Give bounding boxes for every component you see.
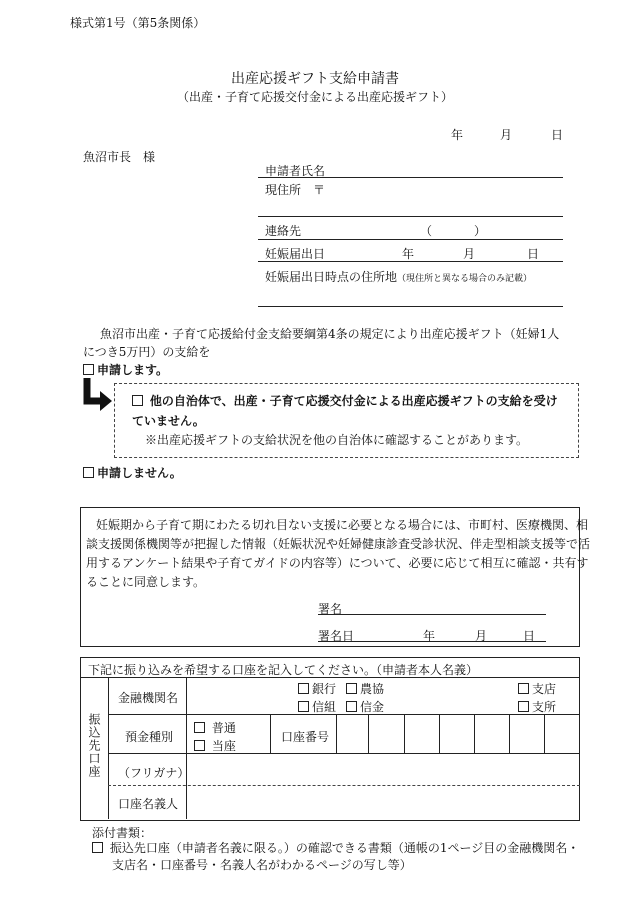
- bank-side-label: 振込先口座: [87, 713, 101, 778]
- contact-field[interactable]: [258, 239, 563, 240]
- deposit-type-label: 預金種別: [125, 730, 174, 744]
- bank-side-divider: [108, 677, 109, 819]
- shinkumi-checkbox[interactable]: [298, 701, 309, 712]
- pregnancy-date-field[interactable]: [258, 261, 563, 262]
- pregnancy-date-label: 妊娠届出日: [265, 247, 326, 261]
- shisho-label: 支所: [532, 700, 557, 714]
- body-text-line1: 魚沼市出産・子育て応援給付金支給要綱第4条の規定により出産応援ギフト（妊婦1人: [100, 327, 560, 341]
- applicant-name-field[interactable]: [258, 177, 563, 178]
- attachment-text1: 振込先口座（申請者名義に限る。）の確認できる書類（通帳の1ページ目の金融機関名・: [109, 841, 580, 855]
- consent-line2: 談支援関係機関等が把握した情報（妊娠状況や妊婦健康診査受診状況、伴走型相談支援等で活: [86, 537, 591, 551]
- bank-row-line2: [108, 753, 580, 754]
- signature-date-field[interactable]: [318, 641, 546, 642]
- contact-paren-close: ）: [474, 224, 487, 238]
- branch-type-shiten[interactable]: [518, 680, 556, 697]
- not-apply-checkbox[interactable]: [83, 467, 94, 478]
- account-cell-divider3: [439, 714, 440, 753]
- futsu-label: 普通: [211, 721, 236, 735]
- deposit-toza[interactable]: [194, 737, 236, 754]
- attachment-line2: 支店名・口座番号・名義人名がわかるページの写し等）: [112, 858, 412, 872]
- signature-year: 年: [423, 629, 436, 643]
- contact-paren-open: （: [420, 224, 433, 238]
- account-cell-divider5: [509, 714, 510, 753]
- branch-type-shisho[interactable]: [518, 698, 556, 715]
- bank-header: 下記に振り込みを希望する口座を記入してください。（申請者本人名義）: [88, 663, 479, 677]
- deposit-divider: [270, 714, 271, 753]
- consent-line1: 妊娠期から子育て期にわたる切れ目ない支援に必要となる場合には、市町村、医療機関、相: [96, 518, 589, 532]
- shinkin-label: 信金: [360, 700, 385, 714]
- bank-row-line3: [108, 785, 580, 786]
- shinkumi-label: 信組: [312, 700, 337, 714]
- shisho-checkbox[interactable]: [518, 701, 529, 712]
- notice-line1[interactable]: [132, 392, 558, 409]
- institution-label: 金融機関名: [118, 691, 179, 705]
- not-apply-option[interactable]: [83, 464, 182, 481]
- shinkin-checkbox[interactable]: [346, 701, 357, 712]
- attachment-title: 添付書類：: [92, 826, 153, 840]
- applicant-name-label: 申請者氏名: [265, 164, 326, 178]
- not-apply-label: 申請しません。: [97, 466, 182, 480]
- apply-label: 申請します。: [97, 363, 169, 377]
- prev-address-field[interactable]: [258, 306, 563, 307]
- address-label: 現住所 〒: [265, 183, 326, 197]
- signature-month: 月: [475, 629, 488, 643]
- page-title: 出産応援ギフト支給申請書: [231, 71, 399, 87]
- account-cell-divider0: [336, 714, 337, 753]
- consent-line4: ることに同意します。: [86, 575, 206, 589]
- signature-label: 署名: [318, 602, 343, 616]
- consent-line3: 用するアンケート結果や子育てガイドの内容等）について、必要に応じて相互に確認・共有す: [86, 556, 589, 570]
- notice-line3: ※出産応援ギフトの支給状況を他の自治体に確認することがあります。: [145, 433, 529, 447]
- body-text-line2: につき5万円）の支給を: [83, 345, 211, 359]
- contact-label: 連絡先: [265, 224, 302, 238]
- bank-type-shinkin[interactable]: [346, 698, 384, 715]
- prev-address-label: [265, 268, 532, 285]
- nokyo-checkbox[interactable]: [346, 683, 357, 694]
- addressee: 魚沼市長 様: [83, 150, 156, 164]
- arrow-icon: [80, 376, 114, 414]
- deposit-futsu[interactable]: [194, 719, 236, 736]
- prev-address-note: （現住所と異なる場合のみ記載）: [397, 274, 533, 284]
- shiten-label: 支店: [532, 682, 557, 696]
- date-month[interactable]: 月: [500, 128, 513, 142]
- account-cell-divider1: [368, 714, 369, 753]
- account-cell-divider4: [474, 714, 475, 753]
- pregnancy-month: 月: [463, 247, 476, 261]
- bank-type-shinkumi[interactable]: [298, 698, 336, 715]
- signature-field[interactable]: [318, 614, 546, 615]
- date-year[interactable]: 年: [451, 128, 464, 142]
- pregnancy-year: 年: [402, 247, 415, 261]
- pregnancy-day: 日: [527, 247, 540, 261]
- furigana-label: （フリガナ）: [118, 766, 190, 780]
- bank-header-divider: [80, 677, 580, 678]
- bank-type-ginko[interactable]: [298, 680, 336, 697]
- bank-label-divider: [186, 677, 187, 819]
- ginko-checkbox[interactable]: [298, 683, 309, 694]
- shiten-checkbox[interactable]: [518, 683, 529, 694]
- form-number: 様式第1号（第5条関係）: [70, 16, 206, 30]
- futsu-checkbox[interactable]: [194, 722, 205, 733]
- signature-date-label: 署名日: [318, 629, 355, 643]
- account-holder-label: 口座名義人: [118, 797, 179, 811]
- ginko-label: 銀行: [312, 682, 337, 696]
- bank-type-nokyo[interactable]: [346, 680, 384, 697]
- nokyo-label: 農協: [360, 682, 385, 696]
- signature-day: 日: [523, 629, 536, 643]
- address-field[interactable]: [258, 216, 563, 217]
- notice-text1: 他の自治体で、出産・子育て応援交付金による出産応援ギフトの支給を受け: [149, 394, 558, 408]
- account-number-label: 口座番号: [281, 730, 330, 744]
- date-day[interactable]: 日: [551, 128, 564, 142]
- page-subtitle: （出産・子育て応援交付金による出産応援ギフト）: [176, 90, 453, 104]
- attachment-checkbox[interactable]: [92, 842, 103, 853]
- attachment-line1[interactable]: [92, 839, 579, 856]
- notice-line2: ていません。: [132, 414, 205, 428]
- notice-checkbox[interactable]: [132, 395, 143, 406]
- account-cell-divider6: [544, 714, 545, 753]
- account-cell-divider2: [404, 714, 405, 753]
- toza-label: 当座: [211, 739, 236, 753]
- apply-checkbox[interactable]: [83, 364, 94, 375]
- toza-checkbox[interactable]: [194, 740, 205, 751]
- prev-address-label-text: 妊娠届出日時点の住所地: [265, 270, 398, 284]
